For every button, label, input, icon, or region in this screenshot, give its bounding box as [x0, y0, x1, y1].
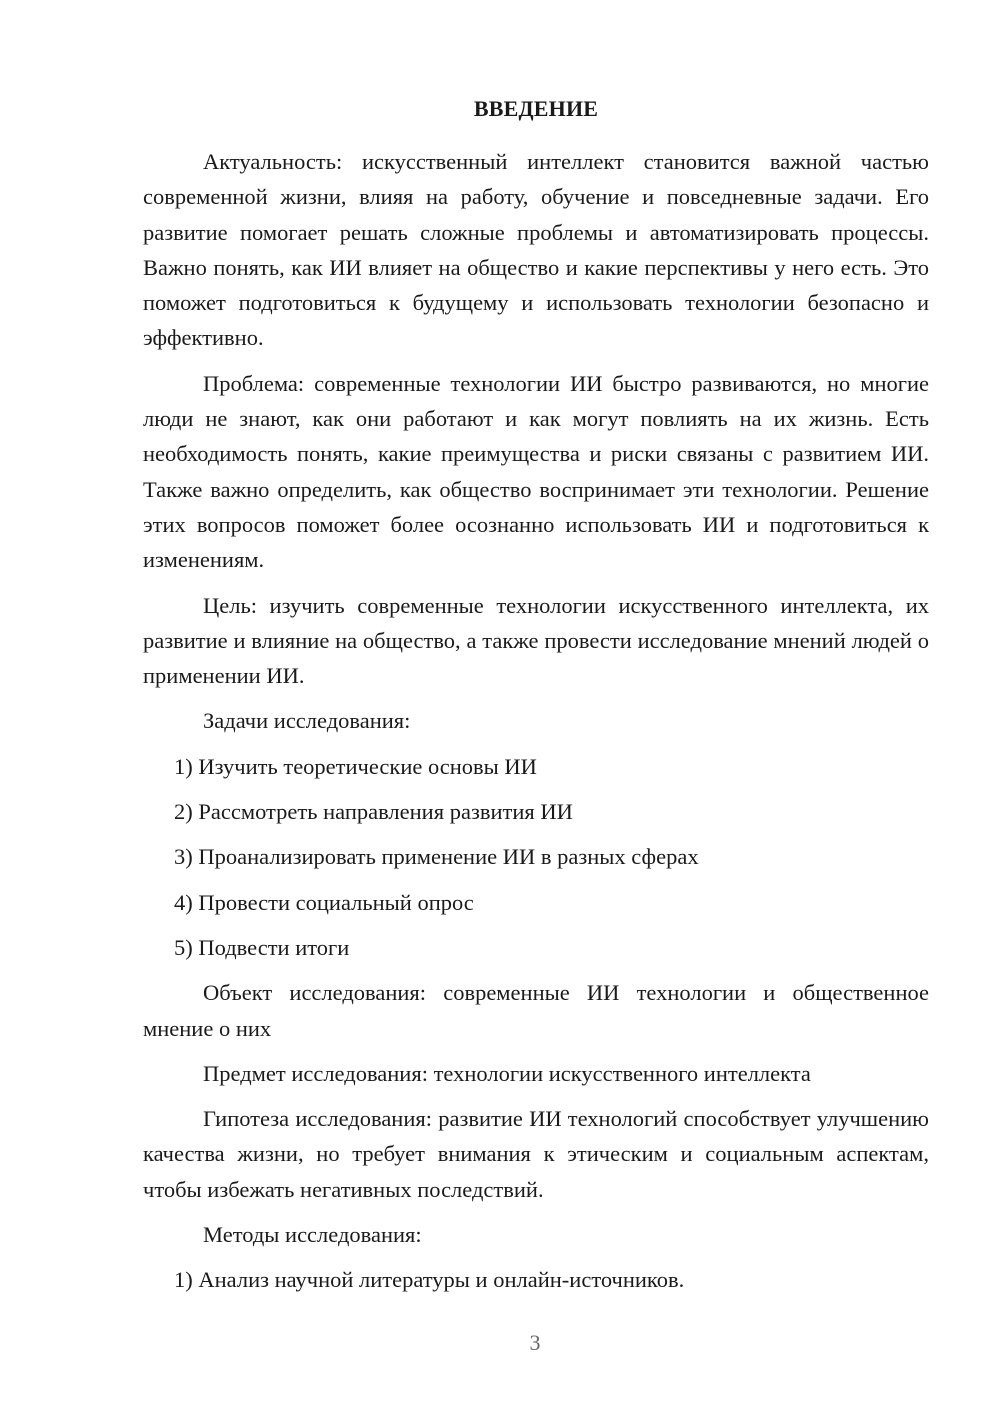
methods-list	[143, 1262, 929, 1297]
goal-paragraph: Цель: изучить современные технологии искусственного интеллекта, их развитие и влияние на общество, а также провести исследование мнений людей о применении ИИ.	[143, 592, 929, 689]
section-title: ВВЕДЕНИЕ	[473, 96, 599, 121]
list-item: 1) Анализ научной литературы и онлайн-источников.	[174, 1267, 685, 1293]
page-number: 3	[529, 1330, 541, 1355]
subject-paragraph: Предмет исследования: технологии искусственного интеллекта	[203, 1060, 811, 1086]
list-item: 2) Рассмотреть направления развития ИИ	[174, 799, 573, 825]
problem-paragraph: Проблема: современные технологии ИИ быстро развиваются, но многие люди не знают, как они работают и как могут повлиять на их жизнь. Есть необходимость понять, какие преимущества и риски связаны с развитием ИИ. Также важно определить, как общество воспринимает эти технологии. Решение этих вопросов поможет более осознанно использовать ИИ и подготовиться к изменениям.	[143, 370, 929, 573]
document-body	[143, 92, 929, 1308]
relevance-paragraph: Актуальность: искусственный интеллект становится важной частью современной жизни, влияя на работу, обучение и повседневные задачи. Его развитие помогает решать сложные проблемы и автоматизировать процессы. Важно понять, как ИИ влияет на общество и какие перспективы у него есть. Это поможет подготовиться к будущему и использовать технологии безопасно и эффективно.	[143, 149, 929, 351]
tasks-heading: Задачи исследования:	[203, 708, 411, 734]
hypothesis-paragraph: Гипотеза исследования: развитие ИИ технологий способствует улучшению качества жизни, но требует внимания к этическим и социальным аспектам, чтобы избежать негативных последствий.	[143, 1106, 929, 1202]
object-paragraph: Объект исследования: современные ИИ технологии и общественное мнение о них	[143, 980, 929, 1041]
list-item: 1) Изучить теоретические основы ИИ	[174, 753, 537, 779]
list-item: 5) Подвести итоги	[174, 934, 350, 960]
tasks-list	[143, 749, 929, 965]
list-item: 3) Проанализировать применение ИИ в разных сферах	[174, 844, 699, 870]
methods-heading: Методы исследования:	[203, 1222, 422, 1248]
list-item: 4) Провести социальный опрос	[174, 889, 474, 915]
